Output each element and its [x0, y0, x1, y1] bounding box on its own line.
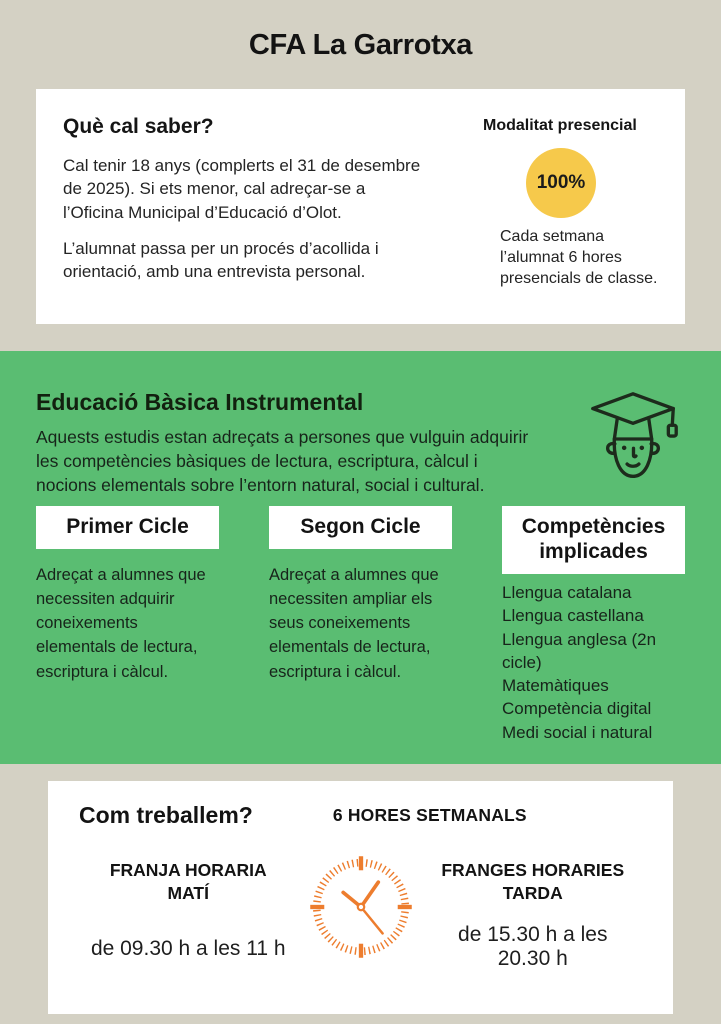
program-section	[0, 351, 721, 764]
modality-caption: Cada setmana l’alumnat 6 hores presencials de classe.	[500, 228, 658, 287]
program-heading: Educació Bàsica Instrumental	[36, 389, 364, 415]
column-text: Adreçat a alumnes que necessiten adquirir coneixements elementals de lectura, escriptura i càlcul.	[36, 566, 206, 681]
afternoon-time: de 15.30 h a les 20.30 h	[458, 922, 608, 970]
column-segon-cicle	[269, 506, 452, 744]
afternoon-schedule	[415, 859, 652, 971]
morning-time: de 09.30 h a les 11 h	[90, 936, 286, 960]
morning-label: FRANJA HORARIA MATÍ	[109, 860, 267, 903]
info-card-left	[63, 115, 455, 324]
column-competencies	[502, 506, 685, 744]
modality-heading: Modalitat presencial	[483, 117, 637, 134]
schedule-card	[48, 781, 673, 1014]
info-paragraph-1: Cal tenir 18 anys (complerts el 31 de desembre de 2025). Si ets menor, cal adreçar-se a l’Oficina Municipal d’Educació d’Olot.	[63, 156, 421, 222]
page-title: CFA La Garrotxa	[248, 29, 473, 61]
morning-schedule	[70, 859, 307, 961]
list-item: Llengua catalana	[502, 582, 632, 602]
info-paragraph-2: L’alumnat passa per un procés d’acollida i orientació, amb una entrevista personal.	[63, 238, 379, 282]
schedule-row	[66, 859, 655, 971]
program-columns	[36, 506, 685, 744]
graduate-icon	[579, 387, 687, 491]
column-label: Competències implicades	[502, 506, 685, 574]
column-primer-cicle	[36, 506, 219, 744]
info-card	[36, 89, 685, 324]
list-item: Competència digital	[502, 699, 652, 719]
afternoon-label: FRANGES HORARIES TARDA	[441, 860, 625, 903]
modality-block	[455, 115, 663, 324]
list-item: Llengua anglesa (2n cicle)	[502, 629, 657, 672]
column-label: Segon Cicle	[269, 506, 452, 549]
column-text: Adreçat a alumnes que necessiten ampliar els seus coneixements elementals de lectura, escriptura i càlcul.	[269, 566, 439, 681]
info-heading: Què cal saber?	[63, 115, 214, 138]
list-item: Matemàtiques	[502, 676, 609, 696]
schedule-header	[66, 802, 655, 829]
clock-icon	[307, 853, 415, 961]
schedule-subheading: 6 HORES SETMANALS	[332, 805, 527, 825]
competencies-list	[502, 581, 685, 744]
list-item: Llengua castellana	[502, 606, 644, 626]
program-description: Aquests estudis estan adreçats a persones que vulguin adquirir les competències bàsiques de lectura, escriptura, càlcul i nocions elementals sobre l’entorn natural, social i cultural.	[36, 427, 529, 496]
schedule-heading: Com treballem?	[79, 802, 253, 828]
column-label: Primer Cicle	[36, 506, 219, 549]
percentage-badge: 100%	[526, 148, 596, 218]
list-item: Medi social i natural	[502, 722, 653, 742]
